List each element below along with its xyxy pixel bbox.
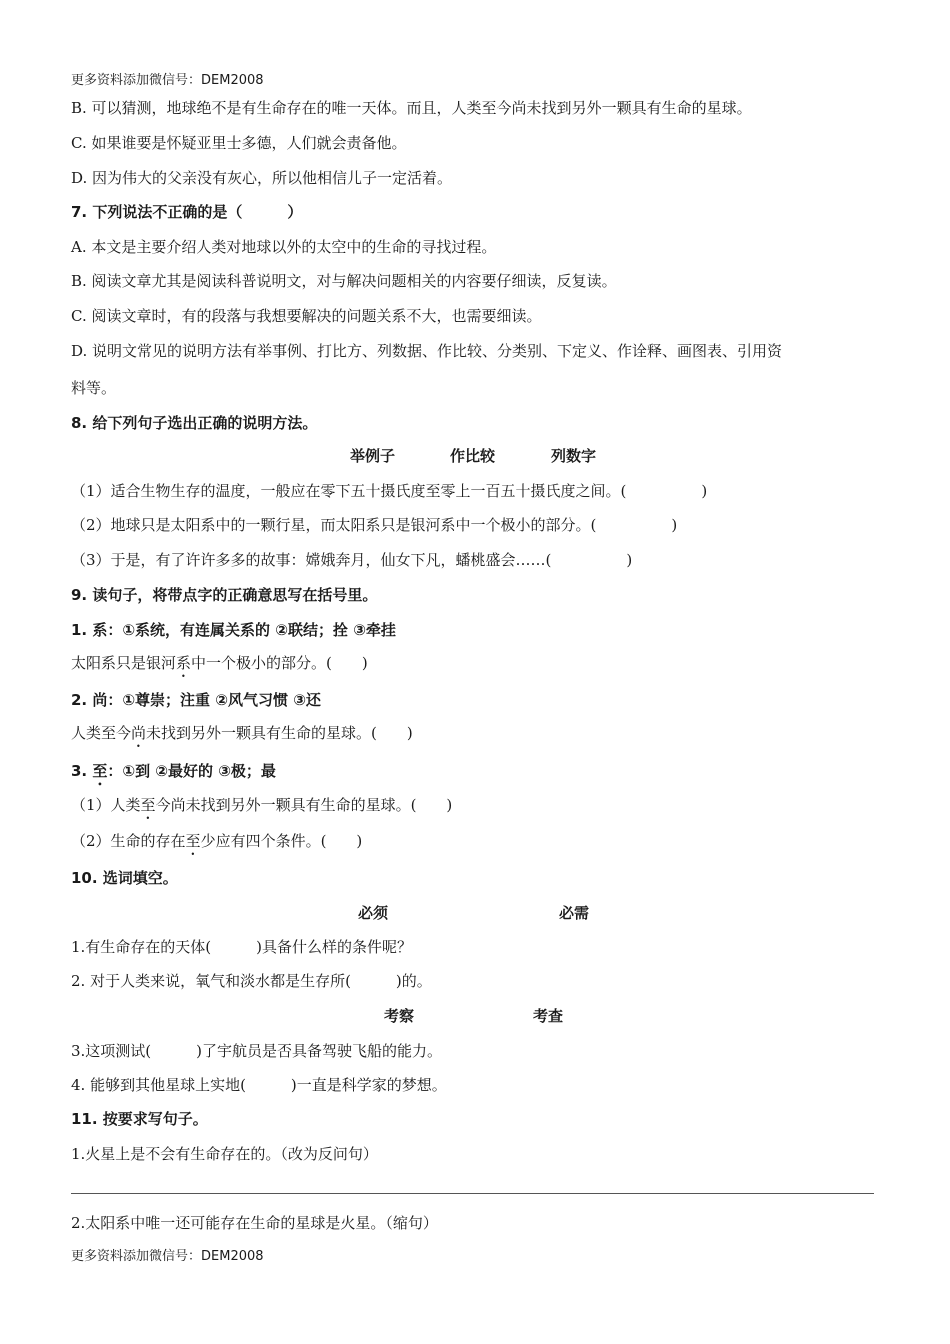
q10-word-option-1b: 必需	[559, 904, 590, 922]
q11-sentence-1: 1.火星上是不会有生命存在的。（改为反问句）	[71, 1145, 378, 1163]
q9-h3-dotted-char: 至	[92, 762, 108, 780]
q9-s4-text: （2）生命的存在	[71, 832, 186, 850]
q9-s2-text-end: 未找到另外一颗具有生命的星球。( )	[146, 724, 413, 742]
question-8-title: 8. 给下列句子选出正确的说明方法。	[71, 414, 318, 432]
q10-word-option-2b: 考查	[533, 1007, 564, 1025]
q9-heading-3	[71, 761, 276, 789]
q9-s3-dotted-char: 至	[140, 796, 156, 814]
q10-word-option-2a: 考察	[384, 1007, 415, 1025]
q9-sentence-3	[71, 795, 452, 823]
q7-option-d: D. 说明文常见的说明方法有举事例、打比方、列数据、作比较、分类别、下定义、作诠释、画图表、引用资	[71, 342, 783, 360]
q8-option-3: 列数字	[551, 447, 597, 465]
q9-heading-1: 1. 系：①系统，有连属关系的 ②联结；拴 ③牵挂	[71, 621, 396, 639]
q9-s1-text-end: 中一个极小的部分。( )	[191, 654, 368, 672]
q8-sentence-2: （2）地球只是太阳系中的一颗行星，而太阳系只是银河系中一个极小的部分。( )	[71, 516, 678, 534]
q7-option-d-continued: 料等。	[71, 379, 117, 397]
q9-s2-dotted-char: 尚	[131, 724, 147, 742]
question-10-title: 10. 选词填空。	[71, 869, 178, 887]
q9-h3-meanings: ：①到 ②最好的 ③极；最	[107, 762, 276, 780]
q9-sentence-1	[71, 653, 368, 681]
q10-sentence-4: 4. 能够到其他星球上实地( )一直是科学家的梦想。	[71, 1076, 447, 1094]
q10-sentence-1: 1.有生命存在的天体( )具备什么样的条件呢？	[71, 938, 413, 956]
q7-option-b: B. 阅读文章尤其是阅读科普说明文，对与解决问题相关的内容要仔细读，反复读。	[71, 272, 617, 290]
q8-option-1: 举例子	[350, 447, 396, 465]
q9-s4-text-end: 少应有四个条件。( )	[200, 832, 363, 850]
q10-word-option-1a: 必须	[358, 904, 389, 922]
q9-s4-dotted-char: 至	[185, 832, 201, 850]
page-header: 更多资料添加微信号：DEM2008	[71, 73, 264, 88]
q6-option-b: B. 可以猜测，地球绝不是有生命存在的唯一天体。而且，人类至今尚未找到另外一颗具有生命的星球。	[71, 99, 752, 117]
q7-option-a: A. 本文是主要介绍人类对地球以外的太空中的生命的寻找过程。	[71, 238, 497, 256]
question-9-title: 9. 读句子，将带点字的正确意思写在括号里。	[71, 586, 378, 604]
q8-option-2: 作比较	[450, 447, 496, 465]
q10-sentence-2: 2. 对于人类来说，氧气和淡水都是生存所( )的。	[71, 972, 432, 990]
q9-sentence-4	[71, 831, 362, 859]
q9-s2-text: 人类至今	[71, 724, 132, 742]
q8-sentence-3: （3）于是，有了许许多多的故事：嫦娥奔月，仙女下凡，蟠桃盛会……( )	[71, 551, 633, 569]
q6-option-c: C. 如果谁要是怀疑亚里士多德，人们就会责备他。	[71, 134, 407, 152]
q9-heading-2: 2. 尚：①尊崇；注重 ②风气习惯 ③还	[71, 691, 321, 709]
q9-s1-text: 太阳系只是银河	[71, 654, 177, 672]
q11-sentence-2: 2.太阳系中唯一还可能存在生命的星球是火星。（缩句）	[71, 1214, 438, 1232]
q9-s3-text-end: 今尚未找到另外一颗具有生命的星球。( )	[155, 796, 453, 814]
answer-line	[71, 1193, 874, 1194]
q6-option-d: D. 因为伟大的父亲没有灰心，所以他相信儿子一定活着。	[71, 169, 453, 187]
q9-h3-number: 3.	[71, 762, 93, 780]
question-11-title: 11. 按要求写句子。	[71, 1110, 208, 1128]
q9-sentence-2	[71, 723, 413, 751]
question-7-title: 7. 下列说法不正确的是（ ）	[71, 203, 303, 221]
q10-sentence-3: 3.这项测试( )了宇航员是否具备驾驶飞船的能力。	[71, 1042, 443, 1060]
page-footer: 更多资料添加微信号：DEM2008	[71, 1249, 264, 1264]
q8-sentence-1: （1）适合生物生存的温度，一般应在零下五十摄氏度至零上一百五十摄氏度之间。( )	[71, 482, 708, 500]
q9-s3-text: （1）人类	[71, 796, 141, 814]
q7-option-c: C. 阅读文章时，有的段落与我想要解决的问题关系不大，也需要细读。	[71, 307, 542, 325]
q9-s1-dotted-char: 系	[176, 654, 192, 672]
